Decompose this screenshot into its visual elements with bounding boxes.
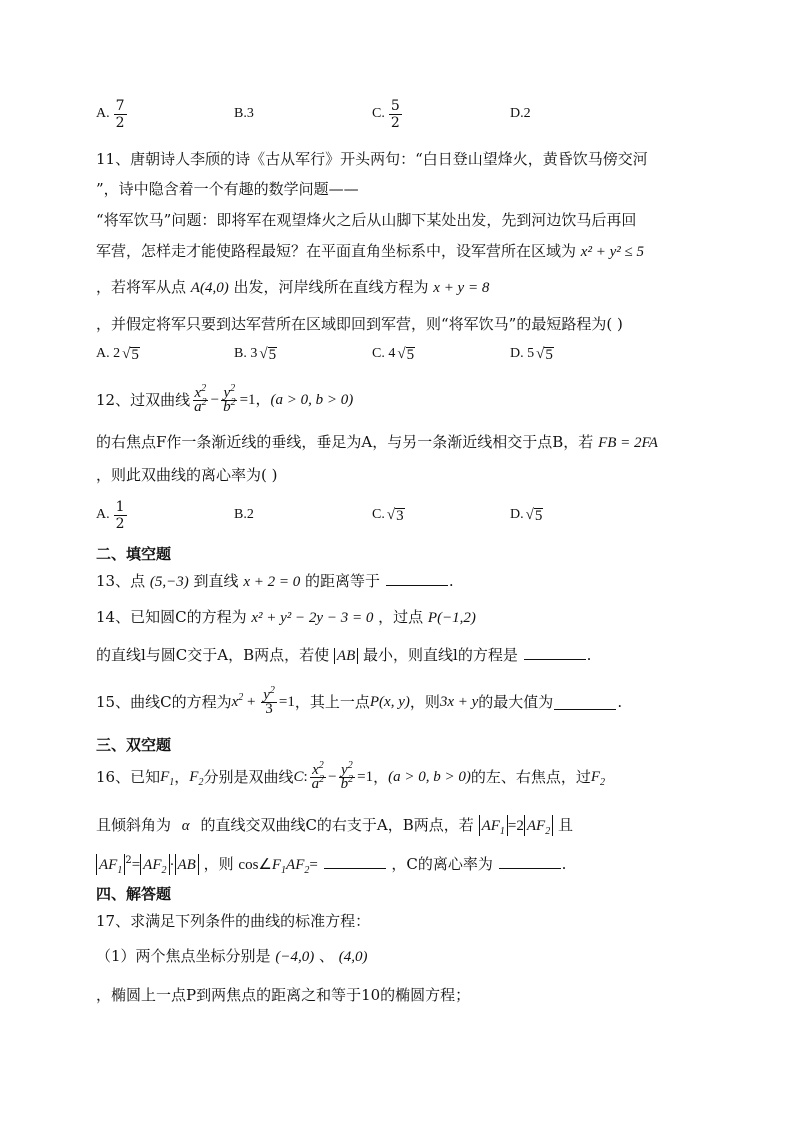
answer-blank[interactable] [499,854,561,869]
q12-line-3: ，则此双曲线的离心率为( ) [96,466,278,484]
fraction: $\frac{5}{2}$ [390,97,400,131]
q11-option-b[interactable]: B. 3 √ 5 [234,345,277,363]
sqrt: √ 5 [536,345,553,363]
fraction: $\frac{1}{2}$ [115,498,125,532]
sqrt: √ 3 [386,506,404,524]
vector-equation: FB = 2FA [598,435,658,451]
q12-options [96,493,716,537]
q11-option-c[interactable]: C. 4 √ 5 [372,345,415,363]
q17-line-3: ，椭圆上一点P到两焦点的距离之和等于10的椭圆方程； [96,986,471,1004]
q12-option-a[interactable]: A. $\frac{1}{2}$ [96,498,125,532]
q14-line-2: 的直线l与圆C交于A，B两点，若使 AB 最小，则直线l的方程是 . [96,646,592,664]
sqrt: √ 5 [525,506,543,524]
sqrt: √ 5 [259,345,277,363]
section-title-fill-in: 二、填空题 [96,545,172,563]
q11-options [96,332,716,376]
q12-option-c[interactable]: C. √ 3 [372,506,404,524]
q12-option-b[interactable]: B.2 [234,507,254,522]
q11-line-3: “将军饮马”问题：即将军在观望烽火之后从山脚下某处出发，先到河边饮马后再回 [96,211,637,229]
q11-line-1: 11、唐朝诗人李颀的诗《古从军行》开头两句：“白日登山望烽火，黄昏饮马傍交河 [96,150,648,168]
section-title-double-blank: 三、双空题 [96,736,172,754]
q10-option-a[interactable]: A. $\frac{7}{2}$ [96,97,125,131]
q11-line-2: ”，诗中隐含着一个有趣的数学问题—— [96,180,359,198]
abs-ab: AB [334,648,358,664]
q15-line: 15、曲线C的方程为 $x^2$ + $\frac{y^2}{3}$ =1 ，其上一点 P(x, y) ，则 3x + y 的最大值为 . [96,684,623,717]
q12-line-1: 12、过双曲线 $\frac{x^2}{a^2}$ − $\frac{y^2}{b^2}$ =1， (a > 0, b > 0) [96,382,354,415]
q11-line-4: 军营，怎样走才能使路程最短？在平面直角坐标系中，设军营所在区域为 x² + y² ≤ 5 [96,242,644,260]
section-title-answer: 四、解答题 [96,885,172,903]
fraction: $\frac{y^2}{b^2}$ [223,382,236,415]
q11-option-a[interactable]: A. 2 √ 5 [96,345,139,363]
q13-line: 13、点 (5,−3) 到直线 x + 2 = 0 的距离等于 . [96,572,454,590]
q12-line-2: 的右焦点F作一条渐近线的垂线，垂足为A，与另一条渐近线相交于点B，若 FB = 2FA [96,433,658,451]
fraction: $\frac{x^2}{a^2}$ [194,382,207,415]
answer-blank[interactable] [386,571,448,586]
condition: (a > 0, b > 0) [270,392,354,408]
q12-option-d[interactable]: D. √ 5 [510,506,543,524]
fraction: $\frac{x^2}{a^2}$ [311,759,325,792]
q10-option-d[interactable]: D.2 [510,106,531,121]
q10-option-b[interactable]: B.3 [234,106,254,121]
sqrt: √ 5 [122,345,139,363]
q17-line-1: 17、求满足下列条件的曲线的标准方程： [96,912,371,930]
answer-blank[interactable] [324,854,386,869]
region-inequality: x² + y² ≤ 5 [580,244,644,260]
answer-blank[interactable] [554,695,616,710]
answer-blank[interactable] [524,645,586,660]
q16-line-1: 16、已知 $F_1$ ， $F_2$ 分别是双曲线 C : $\frac{x^2}{a^2}$ − $\frac{y^2}{b^2}$ =1 ， (a > 0, b > 0) 的左、右焦点，过 $F_2$ [96,759,606,792]
q11-line-5: ，若将军从点 A(4,0) 出发，河岸线所在直线方程为 x + y = 8 [96,278,490,296]
point-a: A(4,0) [190,280,229,296]
river-line-equation: x + y = 8 [433,280,490,296]
q17-line-2: （1）两个焦点坐标分别是 (−4,0) 、 (4,0) [96,947,368,965]
fraction: $\frac{y^2}{b^2}$ [340,759,354,792]
fraction: $\frac{y^2}{3}$ [263,684,275,717]
q14-line-1: 14、已知圆C的方程为 x² + y² − 2y − 3 = 0 ，过点 P(−1,2) [96,608,476,626]
q10-option-c[interactable]: C. $\frac{5}{2}$ [372,97,400,131]
q11-option-d[interactable]: D. 5 √ 5 [510,345,553,363]
sqrt: √ 5 [397,345,415,363]
q10-options [96,92,716,136]
q16-line-3: $AF_1^2= AF_2$ · AB ，则 $\cos\angle F_1AF_2=$ ，C的离心率为 . [96,854,566,875]
q16-line-2: 且倾斜角为 α 的直线交双曲线C的右支于A，B两点，若 $AF_1 =2$ $AF_2$ 且 [96,816,573,837]
fraction: $\frac{7}{2}$ [115,97,125,131]
q11-line-6: ，并假定将军只要到达军营所在区域即回到军营，则“将军饮马”的最短路程为( ) [96,315,623,333]
